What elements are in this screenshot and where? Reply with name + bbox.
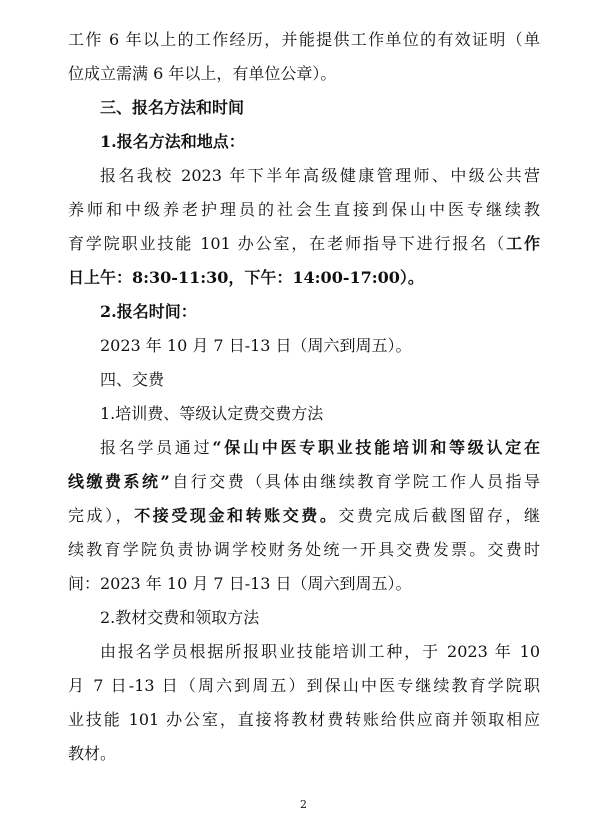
text-normal: 育学院职业技能 101 办公室，在老师指导下进行报名（: [68, 234, 507, 253]
paragraph-line-mixed: [68, 472, 540, 492]
text-bold: 线缴费系统”: [68, 472, 170, 491]
text-normal: 完成），: [68, 506, 135, 525]
subheading-registration-time: 2.报名时间：: [100, 302, 197, 321]
paragraph-line: 间：2023 年 10 月 7 日-13 日（周六到周五）。: [68, 574, 412, 593]
section-heading-4: 四、交费: [100, 370, 165, 389]
paragraph-line: 养师和中级养老护理员的社会生直接到保山中医专继续教: [68, 200, 540, 219]
paragraph-line: 报名我校 2023 年下半年高级健康管理师、中级公共营: [100, 166, 540, 185]
text-bold: 不接受现金和转账交费。: [134, 506, 339, 525]
registration-date: 2023 年 10 月 7 日-13 日（周六到周五）。: [100, 336, 412, 355]
paragraph-line: 由报名学员根据所报职业技能培训工种，于 2023 年 10: [100, 642, 540, 661]
paragraph-line-mixed: [68, 506, 540, 526]
subheading-fee-method: 1.培训费、等级认定费交费方法: [100, 404, 324, 423]
text-bold: 工作: [506, 234, 540, 253]
text-normal: 报名学员通过: [100, 438, 213, 457]
paragraph-line-mixed: [100, 438, 540, 458]
paragraph-line-mixed: [68, 234, 540, 254]
text-line-1: 工作 6 年以上的工作经历，并能提供工作单位的有效证明（单: [68, 30, 540, 49]
subheading-registration-method: 1.报名方法和地点：: [100, 132, 245, 151]
paragraph-line: 教材。: [68, 744, 117, 763]
text-line-2: 位成立需满 6 年以上，有单位公章）。: [68, 64, 337, 83]
paragraph-line-bold: 日上午：8:30-11:30，下午：14:00-17:00）。: [68, 268, 424, 287]
paragraph-line: 业技能 101 办公室，直接将教材费转账给供应商并领取相应: [68, 710, 540, 729]
paragraph-line: 续教育学院负责协调学校财务处统一开具交费发票。交费时: [68, 540, 540, 559]
text-normal: 交费完成后截图留存，继: [338, 506, 540, 525]
text-normal: 自行交费（具体由继续教育学院工作人员指导: [169, 472, 540, 491]
section-heading-3: 三、报名方法和时间: [100, 98, 245, 117]
page-number: 2: [300, 798, 307, 811]
paragraph-line: 月 7 日-13 日（周六到周五）到保山中医专继续教育学院职: [68, 676, 540, 695]
text-bold: “保山中医专职业技能培训和等级认定在: [212, 438, 540, 457]
subheading-textbook-method: 2.教材交费和领取方法: [100, 608, 260, 627]
